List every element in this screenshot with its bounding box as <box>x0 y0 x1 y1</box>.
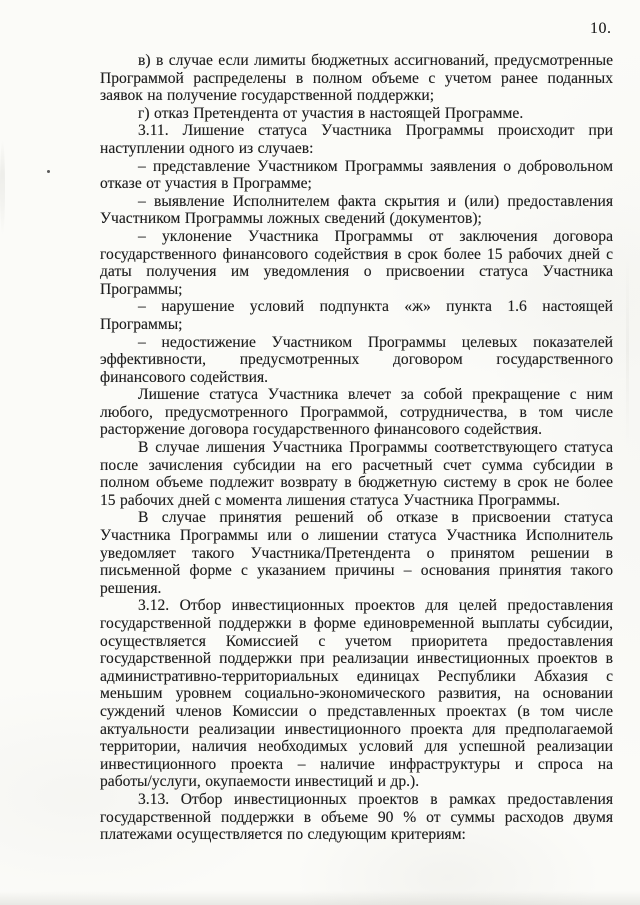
scan-artifact-right-edge <box>626 255 629 445</box>
text-line: эффективности, предусмотренных договором государственного <box>100 351 613 369</box>
text-line: отказе от участия в Программе; <box>100 175 312 193</box>
paragraph <box>100 509 613 597</box>
text-line: – нарушение условий подпункта «ж» пункта 1.6 настоящей <box>138 298 613 316</box>
paragraph <box>100 791 613 844</box>
text-line: работы/услуги, окупаемости инвестиций и др.). <box>100 773 420 791</box>
text-line: территории, наличия необходимых условий для успешной реализации <box>100 738 613 756</box>
text-line: В случае принятия решений об отказе в присвоении статуса <box>138 509 613 527</box>
text-line: – представление Участником Программы заявления о добровольном <box>138 157 613 175</box>
document-body <box>100 52 613 844</box>
text-line: 3.12. Отбор инвестиционных проектов для целей предоставления <box>138 597 613 615</box>
scan-artifact-speck <box>47 170 50 173</box>
text-line: 3.11. Лишение статуса Участника Программы происходит при <box>138 122 613 140</box>
text-line: Программы; <box>100 315 183 333</box>
text-line: после зачисления субсидии на его расчетный счет сумма субсидии в <box>100 456 613 474</box>
text-line: – уклонение Участника Программы от заключения договора <box>138 227 613 245</box>
text-line: Участника Программы или о лишении статуса Участника Исполнитель <box>100 527 613 545</box>
paragraph <box>100 298 613 333</box>
text-line: г) отказ Претендента от участия в настоящей Программе. <box>138 104 524 122</box>
text-line: даты получения им уведомления о присвоении статуса Участника <box>100 263 613 281</box>
text-line: – выявление Исполнителем факта скрытия и (или) предоставления <box>138 192 613 210</box>
text-line: государственной поддержки в объеме 90 % от суммы расходов двумя <box>100 808 613 826</box>
text-line: решения. <box>100 579 162 597</box>
text-line: любого, предусмотренного Программой, сотрудничества, в том числе <box>100 403 613 421</box>
paragraph <box>100 228 613 298</box>
text-line: заявок на получение государственной поддержки; <box>100 87 435 105</box>
text-line: платежами осуществляется по следующим критериям: <box>100 826 466 844</box>
text-line: полном объеме подлежит возврату в бюджетную систему в срок не более <box>100 474 613 492</box>
paragraph <box>100 193 613 228</box>
paragraph <box>100 158 613 193</box>
text-line: осуществляется Комиссией с учетом приоритета предоставления <box>100 632 613 650</box>
paragraph <box>100 439 613 509</box>
text-line: Лишение статуса Участника влечет за собой прекращение с ним <box>138 386 613 404</box>
text-line: расторжение договора государственного финансового содействия. <box>100 421 543 439</box>
text-line: суждений членов Комиссии о представленных проектах (в том числе <box>100 702 613 720</box>
text-line: 3.13. Отбор инвестиционных проектов в рамках предоставления <box>138 790 613 808</box>
text-line: В случае лишения Участника Программы соответствующего статуса <box>138 439 613 457</box>
page-number: 10. <box>590 20 612 37</box>
text-line: административно-территориальных единицах Республики Абхазия с <box>100 667 613 685</box>
text-line: – недостижение Участником Программы целевых показателей <box>138 333 613 351</box>
text-line: уведомляет такого Участника/Претендента о принятом решении в <box>100 544 613 562</box>
text-line: актуальности реализации инвестиционного проекта для предполагаемой <box>100 720 613 738</box>
text-line: государственной поддержки при реализации инвестиционных проектов в <box>100 650 613 668</box>
text-line: государственного финансового содействия в срок более 15 рабочих дней с <box>100 245 613 263</box>
scan-artifact-left-edge <box>0 140 5 235</box>
paragraph <box>100 386 613 439</box>
paragraph <box>100 105 613 123</box>
paragraph <box>100 122 613 157</box>
text-line: Программой распределены в полном объеме с учетом ранее поданных <box>100 69 613 87</box>
scan-artifact-bottom-shadow <box>0 891 640 905</box>
text-line: инвестиционного проекта – наличие инфраструктуры и спроса на <box>100 755 613 773</box>
text-line: финансового содействия. <box>100 368 269 386</box>
paragraph <box>100 597 613 791</box>
text-line: Участником Программы ложных сведений (документов); <box>100 210 482 228</box>
text-line: меньшим уровнем социально-экономического развития, на основании <box>100 685 613 703</box>
text-line: государственной поддержки в форме единовременной выплаты субсидии, <box>100 615 613 632</box>
paragraph <box>100 334 613 387</box>
text-line: наступлении одного из случаев: <box>100 139 314 157</box>
text-line: Программы; <box>100 280 183 298</box>
text-line: в) в случае если лимиты бюджетных ассигнований, предусмотренные <box>138 52 613 69</box>
text-line: письменной форме с указанием причины – основания принятия такого <box>100 562 613 580</box>
text-line: 15 рабочих дней с момента лишения статуса Участника Программы. <box>100 491 561 509</box>
paragraph <box>100 52 613 105</box>
